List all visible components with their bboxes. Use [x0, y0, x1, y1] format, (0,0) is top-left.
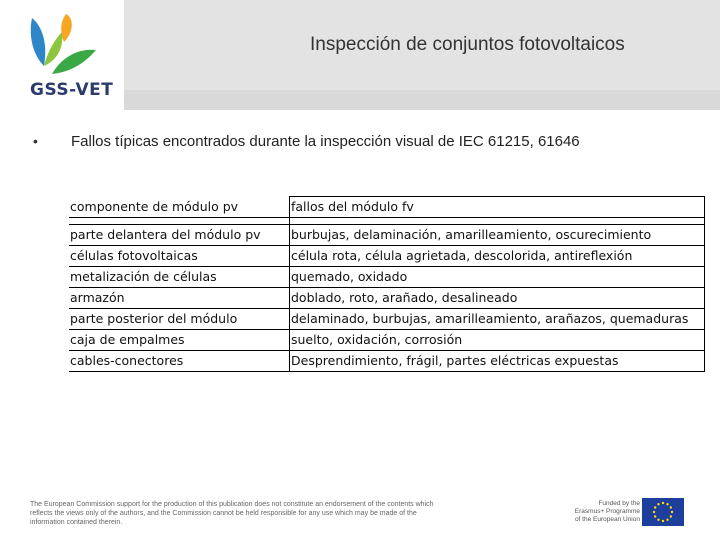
spacer-cell: [290, 218, 705, 225]
header-band-bottom: [124, 90, 720, 110]
table-row: [69, 351, 705, 372]
spacer-cell: [69, 218, 290, 225]
component-cell: metalización de células: [69, 267, 290, 288]
logo-text: GSS-VET: [30, 80, 114, 100]
component-cell: armazón: [69, 288, 290, 309]
funded-line: Funded by the: [598, 500, 640, 507]
funded-by-label: [560, 500, 640, 524]
fault-cell: burbujas, delaminación, amarilleamiento, oscurecimiento: [290, 225, 705, 246]
fault-cell: quemado, oxidado: [290, 267, 705, 288]
table-row: [69, 246, 705, 267]
funded-line: of the European Union: [574, 516, 640, 523]
header-cell-component: componente de módulo pv: [69, 197, 290, 218]
component-cell: parte posterior del módulo: [69, 309, 290, 330]
component-cell: parte delantera del módulo pv: [69, 225, 290, 246]
table-row: [69, 330, 705, 351]
eu-disclaimer: The European Commission support for the production of this publication does not constitute an endorsement of the contents which reflects the views only of the authors, and the Commission cannot be held responsible for any use which may be made of the information contained therein.: [30, 501, 434, 526]
table-row: [69, 309, 705, 330]
fault-cell: suelto, oxidación, corrosión: [290, 330, 705, 351]
faults-table: [69, 196, 705, 372]
bullet-marker: •: [33, 133, 38, 149]
slide-title: Inspección de conjuntos fotovoltaicos: [310, 34, 625, 55]
fault-cell: Desprendimiento, frágil, partes eléctricas expuestas: [290, 351, 705, 372]
table-row: [69, 288, 705, 309]
header-cell-faults: fallos del módulo fv: [290, 197, 705, 218]
eu-flag-icon: [642, 498, 684, 526]
table-row: [69, 225, 705, 246]
table-row: [69, 267, 705, 288]
component-cell: caja de empalmes: [69, 330, 290, 351]
funded-line: Erasmus+ Programme: [574, 508, 640, 515]
fault-cell: doblado, roto, arañado, desalineado: [290, 288, 705, 309]
component-cell: cables-conectores: [69, 351, 290, 372]
fault-cell: célula rota, célula agrietada, descolorida, antireflexión: [290, 246, 705, 267]
fault-cell: delaminado, burbujas, amarilleamiento, arañazos, quemaduras: [290, 309, 705, 330]
component-cell: células fotovoltaicas: [69, 246, 290, 267]
table-header-row: [69, 197, 705, 218]
bullet-text: Fallos típicas encontrados durante la inspección visual de IEC 61215, 61646: [71, 133, 580, 150]
